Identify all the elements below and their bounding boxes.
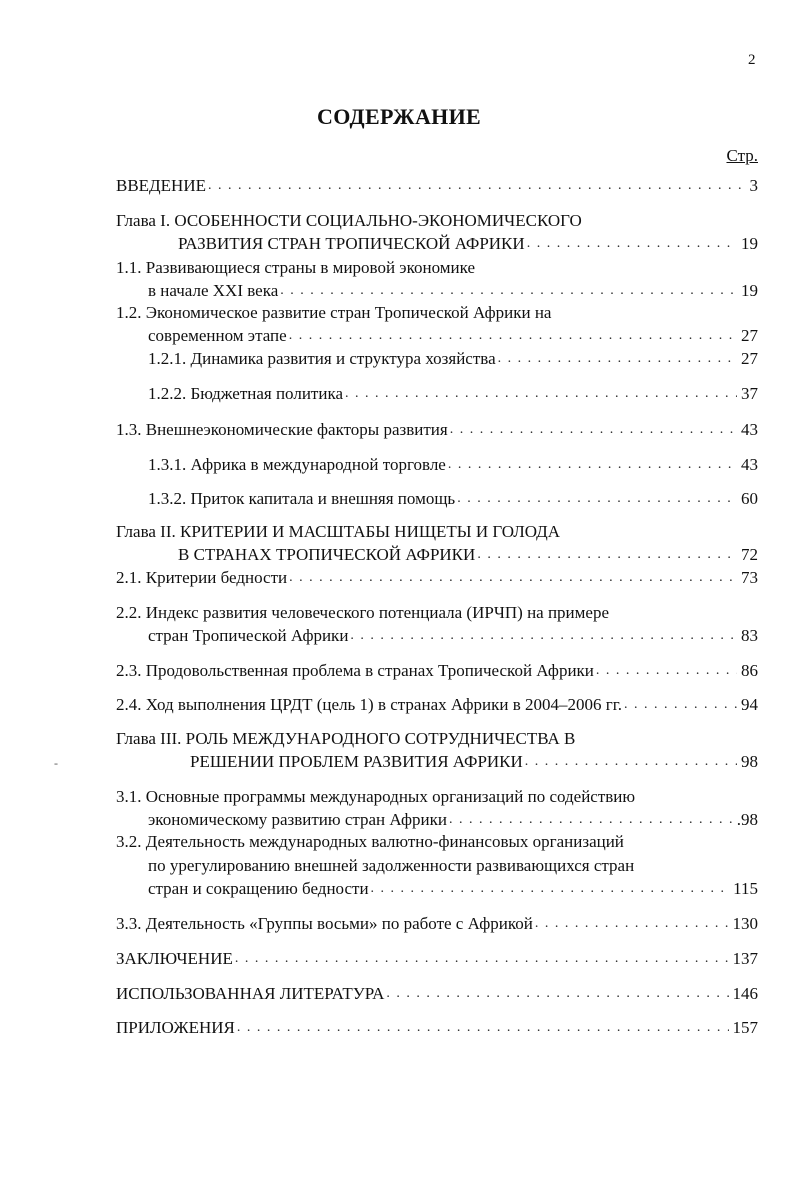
toc-page-number: 94 [741,695,758,714]
toc-page-number: 157 [732,1018,758,1037]
toc-page-number: 43 [741,455,758,474]
dot-leader [289,326,737,346]
toc-entry-text: ИСПОЛЬЗОВАННАЯ ЛИТЕРАТУРА [116,984,385,1003]
toc-section-2-2-heading: 2.2. Индекс развития человеческого потенциала (ИРЧП) на примере [116,603,609,622]
toc-page-number: 73 [741,568,758,587]
toc-page-number: 115 [733,879,758,898]
toc-section-3-2-heading: 3.2. Деятельность международных валютно-финансовых организаций [116,832,624,851]
toc-entry-section-1-3[interactable] [116,420,758,440]
toc-page-number: 72 [741,545,758,564]
dot-leader [350,626,737,646]
toc-entry-text: экономическому развитию стран Африки [148,810,448,829]
toc-page-number: 137 [732,949,758,968]
toc-entry-text: 2.1. Критерии бедности [116,568,288,587]
dot-leader [449,810,733,830]
dot-leader [280,281,737,301]
toc-entry-section-1-2[interactable] [148,326,758,346]
toc-entry-section-3-3[interactable] [116,914,758,934]
toc-entry-text: РЕШЕНИИ ПРОБЛЕМ РАЗВИТИЯ АФРИКИ [190,752,523,771]
dot-leader [450,420,737,440]
toc-page-number: 19 [741,234,758,253]
dot-leader [527,234,737,254]
dot-leader [371,879,730,899]
toc-section-3-2-continuation: по урегулированию внешней задолженности развивающихся стран [148,856,635,875]
toc-entry-chapter-2[interactable] [178,545,758,565]
toc-entry-text: ПРИЛОЖЕНИЯ [116,1018,235,1037]
toc-page-number: 3 [749,176,758,195]
toc-entry-section-1-2-2[interactable] [148,384,758,404]
toc-entry-text: 1.3.2. Приток капитала и внешняя помощь [148,489,456,508]
toc-entry-section-1-3-2[interactable] [148,489,758,509]
toc-page-number: 83 [741,626,758,645]
toc-section-1-2-heading: 1.2. Экономическое развитие стран Тропической Африки на [116,303,552,322]
toc-entry-section-1-3-1[interactable] [148,455,758,475]
toc-entry-text: 1.2.1. Динамика развития и структура хозяйства [148,349,496,368]
page-title: СОДЕРЖАНИЕ [317,104,481,129]
toc-entry-text: в начале XXI века [148,281,279,300]
toc-entry-text: стран и сокращению бедности [148,879,369,898]
dot-leader [498,349,737,369]
toc-page-number: 27 [741,326,758,345]
dot-leader [477,545,737,565]
toc-chapter-2-heading: Глава II. КРИТЕРИИ И МАСШТАБЫ НИЩЕТЫ И ГОЛОДА [116,522,561,541]
toc-entry-text: ЗАКЛЮЧЕНИЕ [116,949,233,968]
dot-leader [235,949,729,969]
toc-entry-chapter-1[interactable] [178,234,758,254]
toc-entry-section-2-2[interactable] [148,626,758,646]
toc-entry-text: стран Тропической Африки [148,626,349,645]
toc-page-number: .98 [736,810,758,829]
toc-entry-text: В СТРАНАХ ТРОПИЧЕСКОЙ АФРИКИ [178,545,476,564]
toc-section-3-1-heading: 3.1. Основные программы международных организаций по содействию [116,787,636,806]
toc-page-number: 146 [732,984,758,1003]
toc-page-number: 86 [741,661,758,680]
toc-page-number: 130 [732,914,758,933]
page-number: 2 [748,52,756,68]
dot-leader [345,384,737,404]
toc-page-number: 98 [741,752,758,771]
toc-page-number: 43 [741,420,758,439]
dot-leader [448,455,737,475]
toc-entry-text: РАЗВИТИЯ СТРАН ТРОПИЧЕСКОЙ АФРИКИ [178,234,525,253]
toc-page-number: 19 [741,281,758,300]
toc-entry-text: 1.2.2. Бюджетная политика [148,384,343,403]
dot-leader [535,914,729,934]
dot-leader [386,984,728,1004]
toc-entry-section-2-3[interactable] [116,661,758,681]
toc-page-number: 37 [741,384,758,403]
toc-entry-chapter-3[interactable] [190,752,758,772]
toc-entry-text: современном этапе [148,326,287,345]
dot-leader [237,1018,729,1038]
dot-leader [624,695,737,715]
toc-entry-conclusion[interactable] [116,949,758,969]
toc-entry-section-2-4[interactable] [116,695,758,715]
toc-page-number: 60 [741,489,758,508]
toc-entry-section-1-2-1[interactable] [148,349,758,369]
toc-entry-text: 3.3. Деятельность «Группы восьми» по работе с Африкой [116,914,533,933]
dot-leader [596,661,737,681]
toc-entry-text: 1.3.1. Африка в международной торговле [148,455,446,474]
toc-entry-section-3-1[interactable] [148,810,758,830]
dot-leader [289,568,737,588]
dot-leader [457,489,737,509]
toc-entry-appendices[interactable] [116,1018,758,1038]
toc-entry-introduction[interactable] [116,176,758,196]
dot-leader [208,176,746,196]
toc-entry-section-3-2[interactable] [148,879,758,899]
toc-entry-text: 1.3. Внешнеэкономические факторы развития [116,420,448,439]
toc-entry-references[interactable] [116,984,758,1004]
toc-entry-text: 2.3. Продовольственная проблема в странах Тропической Африки [116,661,594,680]
scan-speck: - [54,756,58,770]
toc-entry-text: ВВЕДЕНИЕ [116,176,206,195]
toc-section-1-1-heading: 1.1. Развивающиеся страны в мировой экономике [116,258,476,277]
page-column-label: Стр. [726,146,758,165]
toc-chapter-3-heading: Глава III. РОЛЬ МЕЖДУНАРОДНОГО СОТРУДНИЧЕСТВА В [116,729,576,748]
toc-entry-section-1-1[interactable] [148,281,758,301]
toc-entry-section-2-1[interactable] [116,568,758,588]
toc-page-number: 27 [741,349,758,368]
dot-leader [525,752,737,772]
toc-chapter-1-heading: Глава I. ОСОБЕННОСТИ СОЦИАЛЬНО-ЭКОНОМИЧЕСКОГО [116,211,582,230]
toc-entry-text: 2.4. Ход выполнения ЦРДТ (цель 1) в странах Африки в 2004–2006 гг. [116,695,623,714]
